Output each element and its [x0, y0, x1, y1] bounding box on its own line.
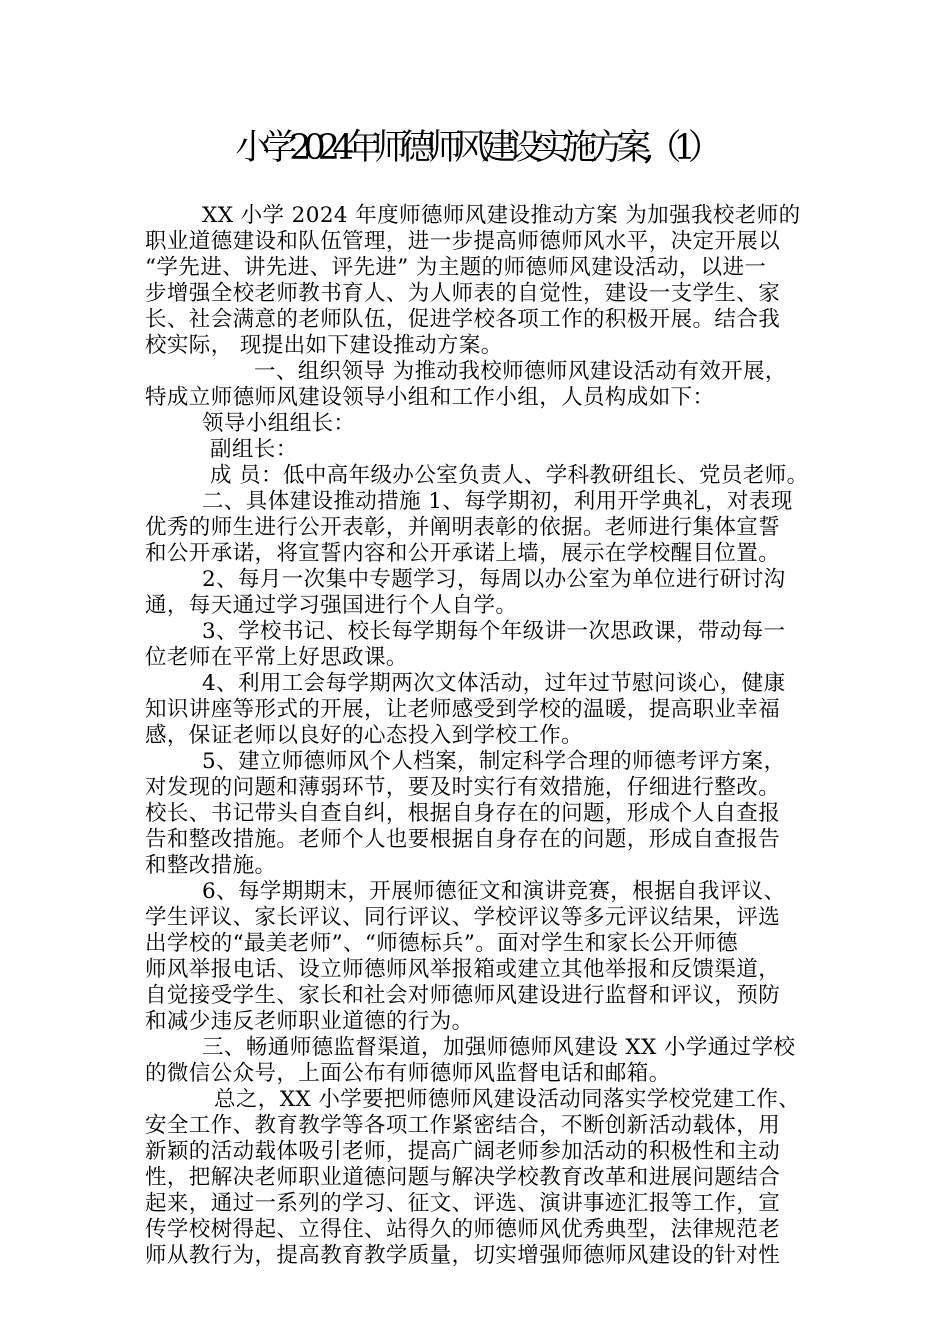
paragraph-line: 三、畅通师德监督渠道，加强师德师风建设 XX 小学通过学校 — [202, 1035, 796, 1060]
paragraph-line: 职业道德建设和队伍管理，进一步提高师德师风水平，决定开展以 — [145, 229, 781, 254]
paragraph-line: 和公开承诺，将宣誓内容和公开承诺上墙，展示在学校醒目位置。 — [145, 541, 781, 566]
paragraph-line: 性，把解决老师职业道德问题与解决学校教育改革和进展问题结合 — [145, 1165, 781, 1190]
paragraph-line: 5、建立师德师风个人档案，制定科学合理的师德考评方案， — [202, 749, 786, 774]
paragraph-line: 出学校的“最美老师”、“师德标兵”。面对学生和家长公开师德 — [145, 931, 739, 956]
paragraph-line: 校长、书记带头自查自纠，根据自身存在的问题，形成个人自查报 — [145, 801, 781, 826]
paragraph-line: 和减少违反老师职业道德的行为。 — [145, 1009, 474, 1034]
paragraph-line: 知识讲座等形式的开展，让老师感受到学校的温暖，提高职业幸福 — [145, 697, 781, 722]
paragraph-line: 优秀的师生进行公开表彰，并阐明表彰的依据。老师进行集体宣誓 — [145, 515, 781, 540]
paragraph-line: 长、社会满意的老师队伍，促进学校各项工作的积极开展。结合我 — [145, 307, 781, 332]
paragraph-line: 新颖的活动载体吸引老师，提高广阔老师参加活动的积极性和主动 — [145, 1139, 781, 1164]
paragraph-line: 3、学校书记、校长每学期每个年级讲一次思政课，带动每一 — [202, 619, 786, 644]
paragraph-line: 二、具体建设推动措施 1、每学期初，利用开学典礼，对表现 — [202, 489, 793, 514]
paragraph-line: 成 员：低中高年级办公室负责人、学科教研组长、党员老师。 — [210, 463, 809, 488]
paragraph-line: 步增强全校老师教书育人、为人师表的自觉性，建设一支学生、家 — [145, 281, 781, 306]
paragraph-line: 的微信公众号，上面公布有师德师风监督电话和邮箱。 — [145, 1061, 671, 1086]
paragraph-line: 6、每学期期末，开展师德征文和演讲竞赛，根据自我评议、 — [202, 879, 786, 904]
paragraph-line: 学生评议、家长评议、同行评议、学校评议等多元评议结果，评选 — [145, 905, 781, 930]
paragraph-line: 告和整改措施。老师个人也要根据自身存在的问题，形成自查报告 — [145, 827, 781, 852]
paragraph-line: 特成立师德师风建设领导小组和工作小组，人员构成如下： — [145, 385, 715, 410]
paragraph-line: 2、每月一次集中专题学习，每周以办公室为单位进行研讨沟 — [202, 567, 786, 592]
paragraph-line: 4、利用工会每学期两次文体活动，过年过节慰问谈心，健康 — [202, 671, 786, 696]
paragraph-line: 位老师在平常上好思政课。 — [145, 645, 408, 670]
paragraph-line: 和整改措施。 — [145, 853, 277, 878]
paragraph-line: 感，保证老师以良好的心态投入到学校工作。 — [145, 723, 584, 748]
paragraph-line: 师风举报电话、设立师德师风举报箱或建立其他举报和反馈渠道， — [145, 957, 781, 982]
paragraph-line: 传学校树得起、立得住、站得久的师德师风优秀典型，法律规范老 — [145, 1217, 781, 1242]
paragraph-line: 总之，XX 小学要把师德师风建设活动同落实学校党建工作、 — [214, 1087, 801, 1112]
paragraph-line: “学先进、讲先进、评先进” 为主题的师德师风建设活动，以进一 — [145, 255, 767, 280]
paragraph-line: 领导小组组长： — [202, 411, 356, 436]
paragraph-line: 副组长： — [210, 437, 298, 462]
paragraph-line: XX 小学 2024 年度师德师风建设推动方案 为加强我校老师的 — [202, 203, 801, 228]
paragraph-line: 起来，通过一系列的学习、征文、评选、演讲事迹汇报等工作，宣 — [145, 1191, 781, 1216]
paragraph-line: 安全工作、教育教学等各项工作紧密结合，不断创新活动载体，用 — [145, 1113, 781, 1138]
paragraph-line: 师从教行为，提高教育教学质量，切实增强师德师风建设的针对性 — [145, 1243, 781, 1268]
paragraph-line: 通，每天通过学习强国进行个人自学。 — [145, 593, 518, 618]
paragraph-line: 校实际， 现提出如下建设推动方案。 — [145, 333, 503, 358]
paragraph-line: 自觉接受学生、家长和社会对师德师风建设进行监督和评议，预防 — [145, 983, 781, 1008]
paragraph-line: 对发现的问题和薄弱环节，要及时实行有效措施，仔细进行整改。 — [145, 775, 781, 800]
document-title: 小学2024年师德师风建设实施方案,（1） — [235, 128, 715, 168]
paragraph-line: 一、组织领导 为推动我校师德师风建设活动有效开展， — [254, 359, 787, 384]
